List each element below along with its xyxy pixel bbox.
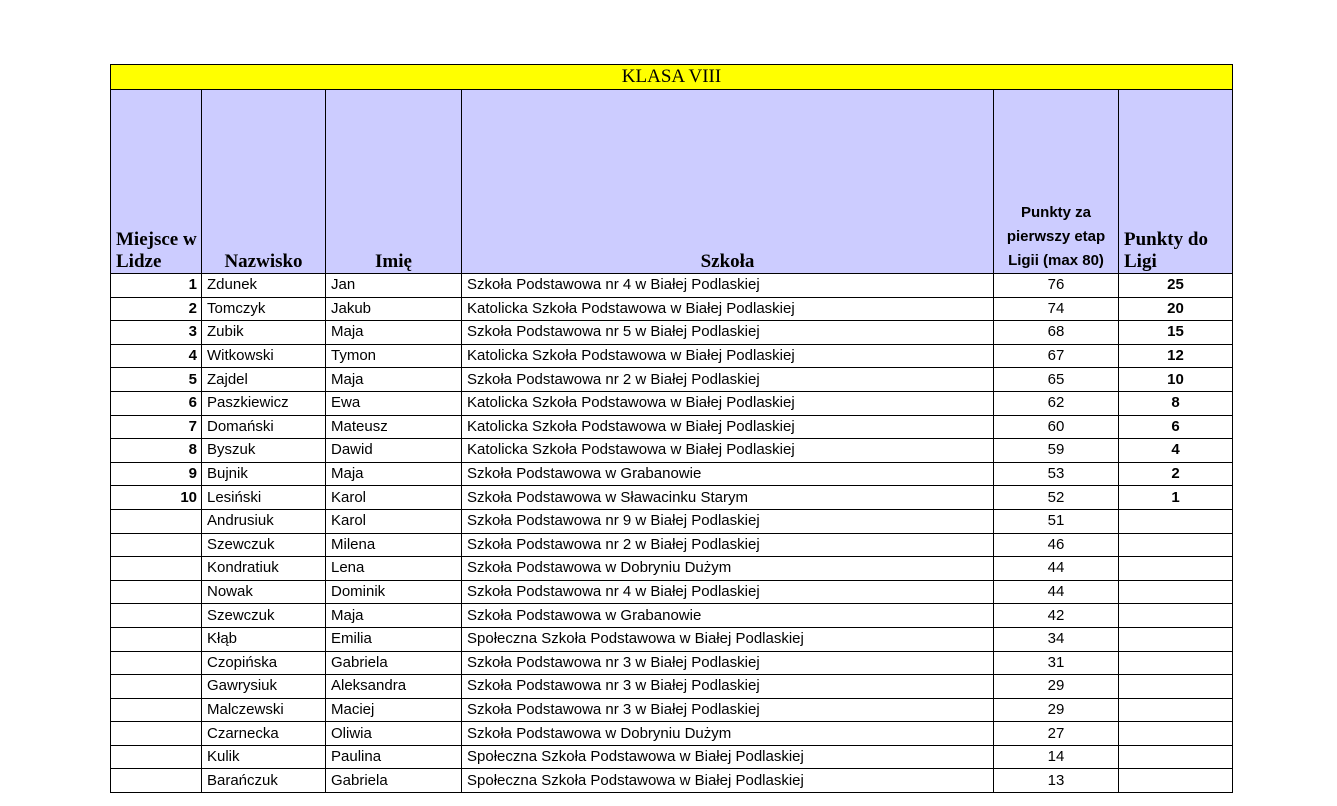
table-row bbox=[111, 769, 1233, 793]
table-row bbox=[111, 533, 1233, 557]
cell-points-league: 10 bbox=[1119, 368, 1233, 392]
cell-place bbox=[111, 627, 202, 651]
cell-surname: Gawrysiuk bbox=[202, 675, 326, 699]
cell-points-first-stage: 60 bbox=[994, 415, 1119, 439]
cell-points-league bbox=[1119, 627, 1233, 651]
cell-place: 6 bbox=[111, 391, 202, 415]
cell-surname: Kłąb bbox=[202, 627, 326, 651]
cell-name: Maja bbox=[326, 321, 462, 345]
cell-points-first-stage: 76 bbox=[994, 274, 1119, 298]
cell-place bbox=[111, 557, 202, 581]
cell-points-league bbox=[1119, 698, 1233, 722]
cell-surname: Kondratiuk bbox=[202, 557, 326, 581]
cell-school: Szkoła Podstawowa nr 5 w Białej Podlaskiej bbox=[462, 321, 994, 345]
cell-name: Lena bbox=[326, 557, 462, 581]
cell-points-league bbox=[1119, 675, 1233, 699]
cell-name: Oliwia bbox=[326, 722, 462, 746]
cell-points-league bbox=[1119, 769, 1233, 793]
cell-name: Milena bbox=[326, 533, 462, 557]
cell-surname: Byszuk bbox=[202, 439, 326, 463]
cell-points-league bbox=[1119, 580, 1233, 604]
table-body bbox=[111, 274, 1233, 793]
table-row bbox=[111, 675, 1233, 699]
cell-school: Społeczna Szkoła Podstawowa w Białej Podlaskiej bbox=[462, 745, 994, 769]
cell-points-league: 6 bbox=[1119, 415, 1233, 439]
cell-points-league: 1 bbox=[1119, 486, 1233, 510]
cell-points-first-stage: 53 bbox=[994, 462, 1119, 486]
header-surname: Nazwisko bbox=[202, 90, 326, 274]
cell-place: 3 bbox=[111, 321, 202, 345]
cell-points-first-stage: 29 bbox=[994, 675, 1119, 699]
cell-points-first-stage: 62 bbox=[994, 391, 1119, 415]
cell-points-first-stage: 74 bbox=[994, 297, 1119, 321]
cell-points-first-stage: 14 bbox=[994, 745, 1119, 769]
cell-name: Tymon bbox=[326, 344, 462, 368]
cell-place bbox=[111, 580, 202, 604]
header-place: Miejsce w Lidze bbox=[111, 90, 202, 274]
cell-place bbox=[111, 722, 202, 746]
cell-name: Maciej bbox=[326, 698, 462, 722]
cell-place bbox=[111, 745, 202, 769]
cell-place bbox=[111, 769, 202, 793]
table-row bbox=[111, 462, 1233, 486]
cell-points-league bbox=[1119, 651, 1233, 675]
cell-surname: Szewczuk bbox=[202, 604, 326, 628]
cell-place bbox=[111, 675, 202, 699]
cell-name: Jakub bbox=[326, 297, 462, 321]
cell-points-first-stage: 59 bbox=[994, 439, 1119, 463]
table-row bbox=[111, 745, 1233, 769]
table-row bbox=[111, 321, 1233, 345]
cell-place: 5 bbox=[111, 368, 202, 392]
cell-name: Maja bbox=[326, 462, 462, 486]
cell-surname: Domański bbox=[202, 415, 326, 439]
cell-surname: Paszkiewicz bbox=[202, 391, 326, 415]
cell-surname: Andrusiuk bbox=[202, 509, 326, 533]
cell-place: 7 bbox=[111, 415, 202, 439]
cell-surname: Malczewski bbox=[202, 698, 326, 722]
table-row bbox=[111, 439, 1233, 463]
cell-name: Maja bbox=[326, 604, 462, 628]
cell-points-first-stage: 44 bbox=[994, 580, 1119, 604]
header-points-first-stage: Punkty za pierwszy etap Ligii (max 80) bbox=[994, 90, 1119, 274]
cell-surname: Bujnik bbox=[202, 462, 326, 486]
table-row bbox=[111, 722, 1233, 746]
cell-place: 8 bbox=[111, 439, 202, 463]
cell-name: Karol bbox=[326, 509, 462, 533]
table-row bbox=[111, 651, 1233, 675]
cell-surname: Zdunek bbox=[202, 274, 326, 298]
table-row bbox=[111, 486, 1233, 510]
header-points-league: Punkty do Ligi bbox=[1119, 90, 1233, 274]
cell-school: Społeczna Szkoła Podstawowa w Białej Podlaskiej bbox=[462, 769, 994, 793]
cell-surname: Tomczyk bbox=[202, 297, 326, 321]
table-row bbox=[111, 274, 1233, 298]
cell-surname: Witkowski bbox=[202, 344, 326, 368]
cell-name: Aleksandra bbox=[326, 675, 462, 699]
cell-school: Szkoła Podstawowa w Dobryniu Dużym bbox=[462, 557, 994, 581]
cell-points-first-stage: 31 bbox=[994, 651, 1119, 675]
cell-points-league: 2 bbox=[1119, 462, 1233, 486]
cell-points-first-stage: 52 bbox=[994, 486, 1119, 510]
cell-points-league bbox=[1119, 533, 1233, 557]
cell-points-league bbox=[1119, 557, 1233, 581]
table-row bbox=[111, 391, 1233, 415]
cell-school: Szkoła Podstawowa nr 2 w Białej Podlaskiej bbox=[462, 533, 994, 557]
cell-school: Szkoła Podstawowa w Sławacinku Starym bbox=[462, 486, 994, 510]
cell-points-league bbox=[1119, 745, 1233, 769]
cell-points-first-stage: 42 bbox=[994, 604, 1119, 628]
cell-points-first-stage: 68 bbox=[994, 321, 1119, 345]
table-row bbox=[111, 604, 1233, 628]
table-row bbox=[111, 415, 1233, 439]
cell-points-league: 4 bbox=[1119, 439, 1233, 463]
cell-school: Szkoła Podstawowa w Dobryniu Dużym bbox=[462, 722, 994, 746]
cell-surname: Nowak bbox=[202, 580, 326, 604]
cell-points-league: 12 bbox=[1119, 344, 1233, 368]
results-table bbox=[110, 64, 1233, 793]
cell-name: Paulina bbox=[326, 745, 462, 769]
cell-school: Katolicka Szkoła Podstawowa w Białej Podlaskiej bbox=[462, 391, 994, 415]
cell-surname: Zajdel bbox=[202, 368, 326, 392]
cell-points-league bbox=[1119, 722, 1233, 746]
cell-points-league: 25 bbox=[1119, 274, 1233, 298]
table-row bbox=[111, 368, 1233, 392]
cell-name: Emilia bbox=[326, 627, 462, 651]
cell-place bbox=[111, 533, 202, 557]
cell-school: Szkoła Podstawowa nr 4 w Białej Podlaskiej bbox=[462, 274, 994, 298]
cell-surname: Czopińska bbox=[202, 651, 326, 675]
cell-name: Jan bbox=[326, 274, 462, 298]
cell-place bbox=[111, 604, 202, 628]
table-row bbox=[111, 509, 1233, 533]
cell-school: Szkoła Podstawowa nr 3 w Białej Podlaskiej bbox=[462, 651, 994, 675]
cell-points-first-stage: 65 bbox=[994, 368, 1119, 392]
cell-name: Gabriela bbox=[326, 651, 462, 675]
cell-name: Mateusz bbox=[326, 415, 462, 439]
cell-surname: Czarnecka bbox=[202, 722, 326, 746]
cell-points-league: 15 bbox=[1119, 321, 1233, 345]
cell-school: Szkoła Podstawowa w Grabanowie bbox=[462, 604, 994, 628]
table-title: KLASA VIII bbox=[111, 65, 1233, 90]
cell-points-first-stage: 67 bbox=[994, 344, 1119, 368]
cell-name: Dawid bbox=[326, 439, 462, 463]
cell-surname: Kulik bbox=[202, 745, 326, 769]
header-school: Szkoła bbox=[462, 90, 994, 274]
cell-name: Dominik bbox=[326, 580, 462, 604]
cell-points-first-stage: 27 bbox=[994, 722, 1119, 746]
cell-school: Katolicka Szkoła Podstawowa w Białej Podlaskiej bbox=[462, 415, 994, 439]
cell-school: Szkoła Podstawowa w Grabanowie bbox=[462, 462, 994, 486]
cell-place bbox=[111, 698, 202, 722]
cell-school: Katolicka Szkoła Podstawowa w Białej Podlaskiej bbox=[462, 344, 994, 368]
cell-place: 4 bbox=[111, 344, 202, 368]
header-row bbox=[111, 90, 1233, 274]
cell-place: 1 bbox=[111, 274, 202, 298]
table-row bbox=[111, 698, 1233, 722]
cell-surname: Szewczuk bbox=[202, 533, 326, 557]
cell-name: Karol bbox=[326, 486, 462, 510]
cell-school: Szkoła Podstawowa nr 3 w Białej Podlaskiej bbox=[462, 698, 994, 722]
table-row bbox=[111, 557, 1233, 581]
table-row bbox=[111, 627, 1233, 651]
table-row bbox=[111, 580, 1233, 604]
table-row bbox=[111, 344, 1233, 368]
cell-name: Maja bbox=[326, 368, 462, 392]
table-row bbox=[111, 297, 1233, 321]
header-name: Imię bbox=[326, 90, 462, 274]
cell-points-first-stage: 46 bbox=[994, 533, 1119, 557]
cell-place: 2 bbox=[111, 297, 202, 321]
cell-points-first-stage: 51 bbox=[994, 509, 1119, 533]
cell-points-league: 8 bbox=[1119, 391, 1233, 415]
cell-points-first-stage: 29 bbox=[994, 698, 1119, 722]
cell-school: Katolicka Szkoła Podstawowa w Białej Podlaskiej bbox=[462, 297, 994, 321]
cell-school: Szkoła Podstawowa nr 9 w Białej Podlaskiej bbox=[462, 509, 994, 533]
cell-surname: Lesiński bbox=[202, 486, 326, 510]
cell-name: Gabriela bbox=[326, 769, 462, 793]
cell-surname: Barańczuk bbox=[202, 769, 326, 793]
cell-points-league bbox=[1119, 509, 1233, 533]
title-row bbox=[111, 65, 1233, 90]
cell-points-first-stage: 34 bbox=[994, 627, 1119, 651]
cell-points-first-stage: 44 bbox=[994, 557, 1119, 581]
cell-school: Społeczna Szkoła Podstawowa w Białej Podlaskiej bbox=[462, 627, 994, 651]
cell-place: 10 bbox=[111, 486, 202, 510]
cell-surname: Zubik bbox=[202, 321, 326, 345]
cell-place: 9 bbox=[111, 462, 202, 486]
cell-school: Szkoła Podstawowa nr 4 w Białej Podlaskiej bbox=[462, 580, 994, 604]
cell-place bbox=[111, 509, 202, 533]
cell-school: Szkoła Podstawowa nr 3 w Białej Podlaskiej bbox=[462, 675, 994, 699]
cell-points-first-stage: 13 bbox=[994, 769, 1119, 793]
cell-name: Ewa bbox=[326, 391, 462, 415]
cell-points-league bbox=[1119, 604, 1233, 628]
cell-points-league: 20 bbox=[1119, 297, 1233, 321]
cell-school: Katolicka Szkoła Podstawowa w Białej Podlaskiej bbox=[462, 439, 994, 463]
cell-school: Szkoła Podstawowa nr 2 w Białej Podlaskiej bbox=[462, 368, 994, 392]
cell-place bbox=[111, 651, 202, 675]
